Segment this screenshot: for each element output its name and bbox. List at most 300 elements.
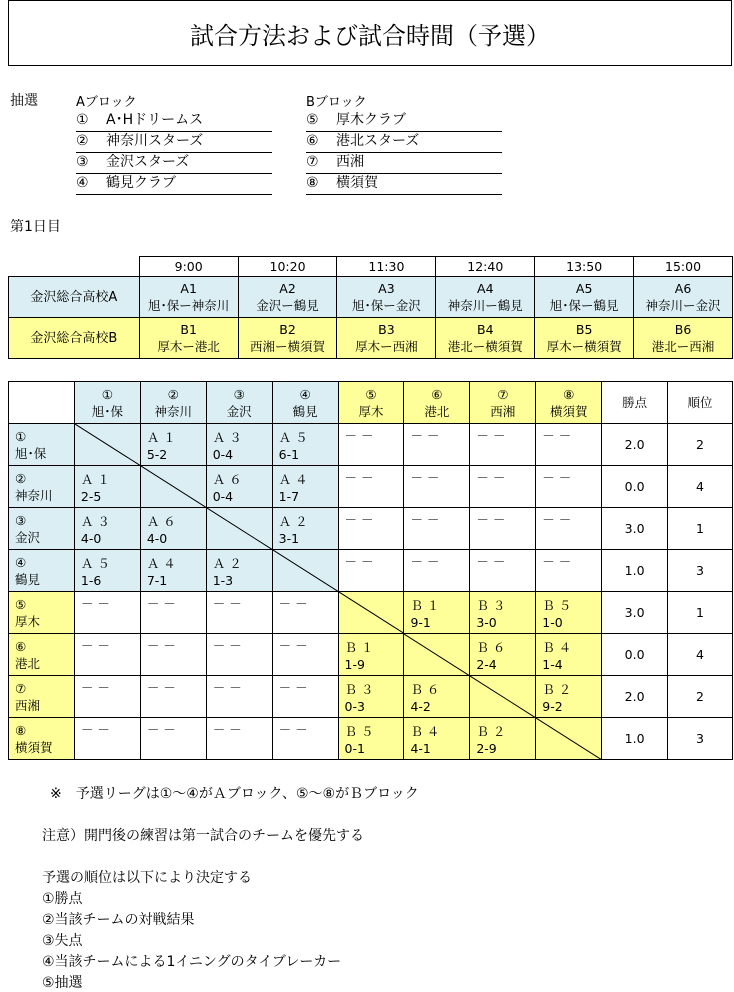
- match-id: － －: [344, 470, 374, 485]
- team-short-name: 西湘: [15, 697, 41, 713]
- result-cell: [140, 718, 206, 760]
- team-rank: 4: [668, 466, 733, 508]
- block-a-team-1: [76, 110, 272, 132]
- team-number: ⑦: [497, 386, 509, 402]
- match-id: － －: [80, 680, 110, 695]
- match-id: － －: [410, 470, 440, 485]
- match-score: 1-4: [542, 657, 563, 672]
- game-id: B6: [674, 322, 692, 337]
- game-match: 西湘ー横須賀: [250, 339, 326, 354]
- match-score: 0-1: [344, 741, 365, 756]
- block-b-heading: Bブロック: [306, 95, 367, 110]
- results-table: [8, 381, 733, 760]
- row-team-header: [9, 466, 75, 508]
- game-match: 神奈川ー鶴見: [447, 298, 523, 313]
- team-points: 2.0: [602, 676, 668, 718]
- match-id: － －: [278, 638, 308, 653]
- result-cell: [338, 424, 404, 466]
- points-header: 勝点: [602, 382, 668, 424]
- match-id: － －: [212, 680, 242, 695]
- ranking-criterion: ②当該チームの対戦結果: [42, 912, 195, 928]
- result-cell: [272, 466, 338, 508]
- match-id: Ａ ６: [212, 472, 242, 487]
- result-cell: [140, 424, 206, 466]
- schedule-table: [8, 256, 733, 359]
- team-short-name: 港北: [424, 403, 450, 419]
- result-cell: [206, 676, 272, 718]
- game-id: B4: [477, 322, 494, 337]
- result-cell: [206, 592, 272, 634]
- match-id: － －: [146, 638, 176, 653]
- result-cell: [536, 550, 602, 592]
- team-number: ⑦: [306, 154, 319, 170]
- venue-name: 金沢総合高校B: [9, 318, 140, 359]
- match-score: 1-7: [278, 489, 300, 504]
- result-cell: [470, 592, 536, 634]
- column-team-header: [536, 382, 602, 424]
- match-score: 0-4: [212, 447, 234, 462]
- diagonal-line: [536, 718, 601, 760]
- team-number: ③: [233, 386, 245, 402]
- match-id: － －: [278, 596, 308, 611]
- row-team-header: [9, 592, 75, 634]
- team-name: 鶴見クラブ: [106, 175, 176, 191]
- match-id: － －: [344, 512, 374, 527]
- match-id: Ａ ２: [212, 556, 242, 571]
- match-id: Ａ ６: [146, 514, 176, 529]
- match-id: Ａ ４: [278, 472, 308, 487]
- rank-header: 順位: [668, 382, 733, 424]
- match-id: Ｂ ２: [476, 724, 506, 739]
- team-number: ②: [15, 470, 27, 486]
- diagonal-cell: [206, 508, 272, 550]
- match-score: 2-5: [80, 489, 102, 504]
- game-match: 厚木ー港北: [157, 339, 220, 354]
- game-id: B1: [180, 322, 197, 337]
- team-number: ④: [76, 175, 89, 191]
- result-cell: [140, 634, 206, 676]
- match-id: － －: [410, 512, 440, 527]
- game-match: 港北ー横須賀: [447, 339, 523, 354]
- team-short-name: 港北: [15, 655, 41, 671]
- result-cell: [536, 466, 602, 508]
- result-cell: [470, 718, 536, 760]
- match-id: Ｂ ３: [344, 682, 374, 697]
- team-points: 0.0: [602, 466, 668, 508]
- match-id: Ａ ３: [212, 430, 242, 445]
- column-team-header: [404, 382, 470, 424]
- match-id: － －: [542, 428, 572, 443]
- team-short-name: 鶴見: [292, 403, 318, 419]
- match-id: － －: [80, 596, 110, 611]
- column-team-header: [74, 382, 140, 424]
- result-cell: [470, 508, 536, 550]
- diagonal-line: [273, 550, 338, 592]
- team-name: 西湘: [336, 154, 364, 170]
- match-score: 1-0: [542, 615, 563, 630]
- match-id: Ｂ ４: [410, 724, 440, 739]
- result-cell: [536, 508, 602, 550]
- team-points: 2.0: [602, 424, 668, 466]
- team-short-name: 金沢: [15, 529, 41, 545]
- result-cell: [338, 550, 404, 592]
- match-score: 3-1: [278, 531, 300, 546]
- result-cell: [404, 424, 470, 466]
- result-cell: [206, 718, 272, 760]
- result-cell: [206, 466, 272, 508]
- match-id: － －: [146, 680, 176, 695]
- result-cell: [140, 676, 206, 718]
- day-label: 第1日目: [10, 219, 61, 235]
- time-slot: 12:40: [436, 257, 535, 277]
- match-score: 1-3: [212, 573, 234, 588]
- match-id: － －: [80, 722, 110, 737]
- time-slot: 11:30: [337, 257, 436, 277]
- match-score: 6-1: [278, 447, 300, 462]
- team-number: ④: [299, 386, 311, 402]
- row-team-header: [9, 676, 75, 718]
- result-cell: [536, 676, 602, 718]
- block-a-heading: Aブロック: [76, 95, 137, 110]
- team-short-name: 金沢: [226, 403, 252, 419]
- schedule-game: [337, 318, 436, 359]
- result-cell: [206, 550, 272, 592]
- match-id: － －: [476, 470, 506, 485]
- match-id: － －: [212, 638, 242, 653]
- diagonal-cell: [536, 718, 602, 760]
- game-id: A3: [378, 281, 395, 296]
- match-score: 7-1: [146, 573, 168, 588]
- row-team-header: [9, 634, 75, 676]
- diagonal-cell: [140, 466, 206, 508]
- match-id: － －: [80, 638, 110, 653]
- match-score: 0-3: [344, 699, 365, 714]
- game-match: 港北ー西湘: [651, 339, 715, 354]
- diagonal-cell: [470, 676, 536, 718]
- result-cell: [470, 424, 536, 466]
- column-team-header: [272, 382, 338, 424]
- match-id: Ｂ １: [344, 640, 374, 655]
- diagonal-line: [470, 676, 535, 718]
- block-b-team-4: [306, 173, 502, 195]
- row-team-header: [9, 424, 75, 466]
- match-score: 5-2: [146, 447, 168, 462]
- ranking-heading: 予選の順位は以下により決定する: [42, 870, 252, 886]
- schedule-game: [139, 318, 238, 359]
- match-id: － －: [212, 596, 242, 611]
- team-rank: 1: [668, 592, 733, 634]
- team-short-name: 横須賀: [549, 403, 588, 419]
- team-rank: 3: [668, 718, 733, 760]
- match-id: Ａ １: [146, 430, 176, 445]
- game-match: 厚木ー横須賀: [546, 339, 622, 354]
- team-points: 0.0: [602, 634, 668, 676]
- team-number: ⑤: [15, 596, 27, 612]
- match-id: － －: [410, 428, 440, 443]
- match-id: Ａ ２: [278, 514, 308, 529]
- team-rank: 1: [668, 508, 733, 550]
- team-name: A･Hドリームス: [106, 112, 204, 128]
- schedule-game: [238, 277, 337, 318]
- result-cell: [338, 466, 404, 508]
- team-number: ④: [15, 554, 27, 570]
- block-a-team-3: [76, 152, 272, 174]
- diagonal-line: [141, 466, 206, 508]
- result-cell: [272, 424, 338, 466]
- match-id: － －: [212, 722, 242, 737]
- result-cell: [272, 592, 338, 634]
- team-short-name: 旭･保: [15, 445, 47, 461]
- result-cell: [338, 508, 404, 550]
- column-team-header: [338, 382, 404, 424]
- match-score: 0-4: [212, 489, 234, 504]
- match-id: Ｂ ５: [344, 724, 374, 739]
- column-team-header: [140, 382, 206, 424]
- match-id: Ｂ ６: [410, 682, 440, 697]
- game-match: 旭･保ー金沢: [352, 298, 421, 313]
- team-rank: 2: [668, 676, 733, 718]
- game-id: B2: [279, 322, 296, 337]
- diagonal-cell: [404, 634, 470, 676]
- game-id: A6: [674, 281, 692, 296]
- schedule-game: [634, 277, 733, 318]
- result-cell: [272, 676, 338, 718]
- result-cell: [536, 592, 602, 634]
- team-name: 厚木クラブ: [336, 112, 406, 128]
- match-id: Ｂ ５: [542, 598, 572, 613]
- match-id: － －: [476, 428, 506, 443]
- column-team-header: [470, 382, 536, 424]
- result-cell: [74, 634, 140, 676]
- results-corner: [9, 382, 75, 424]
- match-id: Ｂ １: [410, 598, 440, 613]
- team-rank: 2: [668, 424, 733, 466]
- team-number: ③: [15, 512, 27, 528]
- game-match: 旭･保ー鶴見: [549, 298, 619, 313]
- page-title: 試合方法および試合時間（予選）: [8, 0, 732, 66]
- schedule-game: [535, 318, 634, 359]
- result-cell: [272, 718, 338, 760]
- time-slot: 13:50: [535, 257, 634, 277]
- team-name: 神奈川スターズ: [106, 133, 204, 149]
- game-id: A2: [279, 281, 296, 296]
- match-id: Ｂ ４: [542, 640, 572, 655]
- match-id: － －: [146, 596, 176, 611]
- match-score: 3-0: [476, 615, 497, 630]
- result-cell: [470, 466, 536, 508]
- result-cell: [74, 718, 140, 760]
- match-score: 4-0: [80, 531, 102, 546]
- schedule-game: [634, 318, 733, 359]
- match-score: 4-0: [146, 531, 168, 546]
- result-cell: [470, 550, 536, 592]
- team-name: 金沢スターズ: [106, 154, 190, 170]
- match-score: 2-9: [476, 741, 497, 756]
- game-match: 厚木ー西湘: [355, 339, 418, 354]
- match-id: － －: [278, 722, 308, 737]
- block-b-team-1: [306, 110, 502, 132]
- team-number: ①: [15, 428, 27, 444]
- team-short-name: 横須賀: [15, 739, 53, 755]
- result-cell: [404, 676, 470, 718]
- result-cell: [74, 676, 140, 718]
- result-cell: [404, 508, 470, 550]
- ranking-criterion: ④当該チームによる1イニングのタイブレーカー: [42, 954, 342, 970]
- result-cell: [272, 508, 338, 550]
- team-short-name: 鶴見: [15, 571, 41, 587]
- team-number: ⑧: [15, 722, 27, 738]
- schedule-game: [139, 277, 238, 318]
- team-number: ①: [101, 386, 113, 402]
- result-cell: [140, 508, 206, 550]
- result-cell: [74, 550, 140, 592]
- block-b-team-2: [306, 131, 502, 153]
- venue-name: 金沢総合高校A: [9, 277, 140, 318]
- game-id: B5: [575, 322, 593, 337]
- match-score: 4-2: [410, 699, 431, 714]
- match-id: Ｂ ６: [476, 640, 506, 655]
- result-cell: [338, 718, 404, 760]
- team-short-name: 厚木: [358, 403, 384, 419]
- team-points: 1.0: [602, 550, 668, 592]
- diagonal-line: [339, 592, 404, 634]
- match-id: － －: [542, 512, 572, 527]
- game-match: 金沢ー鶴見: [256, 298, 319, 313]
- team-number: ②: [76, 133, 89, 149]
- team-points: 3.0: [602, 592, 668, 634]
- team-number: ①: [76, 112, 89, 128]
- result-cell: [206, 634, 272, 676]
- league-note: ※ 予選リーグは①～④がＡブロック、⑤～⑧がＢブロック: [50, 786, 419, 802]
- block-a-team-4: [76, 173, 272, 195]
- match-id: Ａ ３: [80, 514, 110, 529]
- diagonal-cell: [272, 550, 338, 592]
- result-cell: [338, 676, 404, 718]
- match-score: 1-9: [344, 657, 365, 672]
- row-team-header: [9, 718, 75, 760]
- ranking-criterion: ①勝点: [42, 891, 83, 907]
- match-id: Ａ １: [80, 472, 110, 487]
- schedule-game: [436, 277, 535, 318]
- ranking-criterion: ⑤抽選: [42, 975, 83, 991]
- team-number: ⑧: [306, 175, 319, 191]
- result-cell: [338, 634, 404, 676]
- match-score: 9-1: [410, 615, 431, 630]
- result-cell: [74, 466, 140, 508]
- team-short-name: 西湘: [490, 403, 516, 419]
- match-id: － －: [410, 554, 440, 569]
- team-short-name: 旭･保: [91, 403, 123, 419]
- team-number: ⑧: [563, 386, 575, 402]
- game-id: A5: [575, 281, 593, 296]
- team-name: 港北スターズ: [336, 133, 420, 149]
- game-id: B3: [378, 322, 395, 337]
- team-number: ③: [76, 154, 89, 170]
- time-slot: 15:00: [634, 257, 733, 277]
- team-short-name: 神奈川: [154, 403, 193, 419]
- result-cell: [404, 592, 470, 634]
- diagonal-line: [404, 634, 469, 676]
- match-id: － －: [476, 512, 506, 527]
- team-rank: 4: [668, 634, 733, 676]
- team-number: ⑤: [306, 112, 319, 128]
- schedule-game: [238, 318, 337, 359]
- column-team-header: [206, 382, 272, 424]
- diagonal-cell: [74, 424, 140, 466]
- match-score: 4-1: [410, 741, 431, 756]
- result-cell: [272, 634, 338, 676]
- match-id: － －: [344, 554, 374, 569]
- match-id: － －: [278, 680, 308, 695]
- schedule-game: [535, 277, 634, 318]
- match-id: Ａ ５: [80, 556, 110, 571]
- team-number: ⑥: [306, 133, 319, 149]
- team-number: ②: [167, 386, 179, 402]
- game-id: A1: [180, 281, 197, 296]
- result-cell: [74, 508, 140, 550]
- caution-note: 注意）開門後の練習は第一試合のチームを優先する: [42, 828, 364, 844]
- game-match: 旭･保ー神奈川: [148, 298, 230, 313]
- game-match: 神奈川ー金沢: [645, 298, 721, 313]
- time-slot: 9:00: [139, 257, 238, 277]
- team-rank: 3: [668, 550, 733, 592]
- draw-label: 抽選: [10, 93, 38, 109]
- match-id: Ｂ ３: [476, 598, 506, 613]
- match-score: 1-6: [80, 573, 102, 588]
- diagonal-cell: [338, 592, 404, 634]
- result-cell: [140, 550, 206, 592]
- team-number: ⑤: [365, 386, 377, 402]
- time-slot: 10:20: [238, 257, 337, 277]
- team-name: 横須賀: [336, 175, 378, 191]
- result-cell: [206, 424, 272, 466]
- result-cell: [140, 592, 206, 634]
- diagonal-line: [75, 424, 140, 466]
- team-number: ⑥: [431, 386, 443, 402]
- result-cell: [74, 592, 140, 634]
- ranking-criterion: ③失点: [42, 933, 83, 949]
- result-cell: [404, 550, 470, 592]
- result-cell: [536, 634, 602, 676]
- block-b-team-3: [306, 152, 502, 174]
- schedule-game: [436, 318, 535, 359]
- team-short-name: 厚木: [15, 613, 41, 629]
- match-id: － －: [476, 554, 506, 569]
- result-cell: [404, 718, 470, 760]
- result-cell: [404, 466, 470, 508]
- match-id: Ａ ４: [146, 556, 176, 571]
- row-team-header: [9, 550, 75, 592]
- schedule-game: [337, 277, 436, 318]
- match-score: 9-2: [542, 699, 563, 714]
- result-cell: [536, 424, 602, 466]
- diagonal-line: [207, 508, 272, 550]
- match-id: － －: [344, 428, 374, 443]
- team-number: ⑥: [15, 638, 27, 654]
- match-id: Ｂ ２: [542, 682, 572, 697]
- match-id: Ａ ５: [278, 430, 308, 445]
- match-score: 2-4: [476, 657, 497, 672]
- match-id: － －: [146, 722, 176, 737]
- team-points: 1.0: [602, 718, 668, 760]
- game-id: A4: [477, 281, 494, 296]
- match-id: － －: [542, 554, 572, 569]
- schedule-corner: [9, 257, 140, 277]
- block-a-team-2: [76, 131, 272, 153]
- team-points: 3.0: [602, 508, 668, 550]
- match-id: － －: [542, 470, 572, 485]
- team-short-name: 神奈川: [15, 487, 53, 503]
